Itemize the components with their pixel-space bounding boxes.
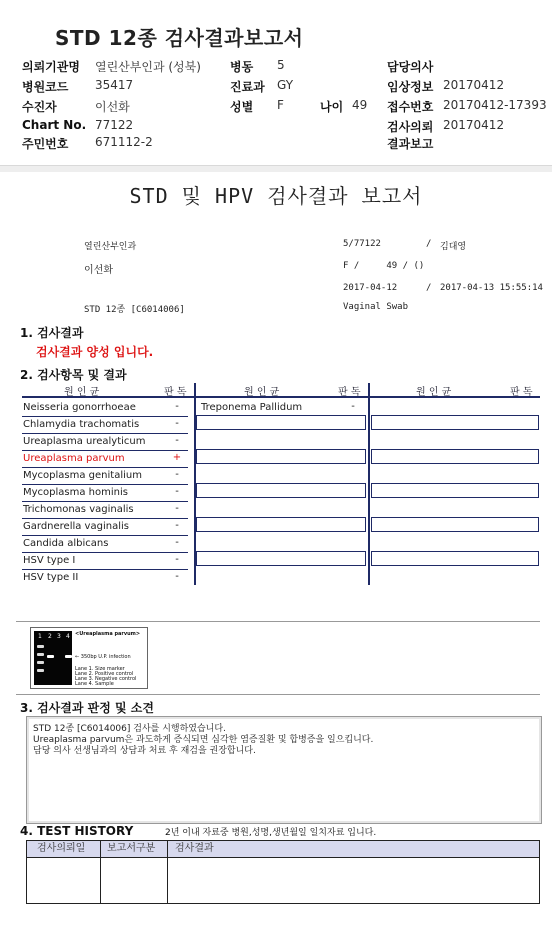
organism-result: - bbox=[175, 469, 179, 480]
organism-result: - bbox=[175, 554, 179, 565]
field-label-report-date: 결과보고 bbox=[387, 137, 434, 151]
row-underline bbox=[22, 416, 188, 417]
gel-title: <Ureaplasma parvum> bbox=[75, 631, 141, 637]
organism-name: Treponema Pallidum bbox=[201, 402, 303, 413]
field-value-institution: 열린산부인과 (성북) bbox=[95, 60, 201, 74]
organism-result: - bbox=[175, 418, 179, 429]
column-divider bbox=[368, 383, 370, 585]
info-test-code: STD 12종 [C6014006] bbox=[84, 305, 185, 315]
field-value-clinical-info: 20170412 bbox=[443, 78, 505, 92]
column-header bbox=[196, 383, 368, 398]
gel-electrophoresis-image bbox=[30, 627, 148, 689]
organism-result: - bbox=[175, 537, 179, 548]
field-label-clinical-info: 임상정보 bbox=[387, 80, 434, 94]
organism-name: HSV type II bbox=[23, 572, 79, 583]
organism-name: Neisseria gonorrhoeae bbox=[23, 402, 136, 413]
header-judge: 판 독 bbox=[510, 387, 533, 398]
history-header-result: 검사결과 bbox=[175, 843, 214, 854]
row-underline bbox=[22, 484, 188, 485]
organism-result: - bbox=[351, 401, 355, 412]
field-value-chart-no: 77122 bbox=[95, 118, 134, 132]
field-label-doctor: 담당의사 bbox=[387, 60, 434, 74]
header-organism: 원 인 균 bbox=[64, 387, 100, 398]
lane-number: 4 bbox=[66, 633, 70, 640]
row-underline bbox=[22, 552, 188, 553]
lane-number: 1 bbox=[38, 633, 42, 640]
field-label-patient: 수진자 bbox=[22, 100, 57, 114]
header-judge: 판 독 bbox=[338, 387, 361, 398]
empty-row-box bbox=[196, 415, 366, 430]
field-value-patient: 이선화 bbox=[95, 100, 130, 114]
organism-result: - bbox=[175, 571, 179, 582]
gel-legend-item: Lane 1. Size marker bbox=[75, 666, 125, 672]
row-underline bbox=[22, 450, 188, 451]
history-header-row bbox=[27, 841, 539, 858]
column-header bbox=[370, 383, 540, 398]
page-title: STD 12종 검사결과보고서 bbox=[55, 26, 304, 50]
info-sex-age: F / 49 / () bbox=[343, 261, 425, 271]
report-header bbox=[0, 0, 552, 166]
organism-table bbox=[22, 383, 540, 585]
field-label-request-date: 검사의뢰 bbox=[387, 120, 434, 134]
field-value-accession: 20170412-17393 bbox=[443, 98, 547, 112]
field-value-age: 49 bbox=[352, 98, 368, 112]
organism-name: Candida albicans bbox=[23, 538, 109, 549]
header-organism: 원 인 균 bbox=[416, 387, 452, 398]
field-value-ward: 5 bbox=[277, 58, 285, 72]
field-value-resident-no: 671112-2 bbox=[95, 135, 153, 149]
gel-legend-item: Lane 2. Positive control bbox=[75, 671, 134, 677]
gel-photo bbox=[34, 631, 72, 685]
field-label-resident-no: 주민번호 bbox=[22, 137, 69, 151]
divider bbox=[0, 166, 552, 172]
header-judge: 판 독 bbox=[164, 387, 187, 398]
organism-result: - bbox=[175, 401, 179, 412]
field-label-ward: 병동 bbox=[230, 60, 254, 74]
column-divider bbox=[100, 841, 101, 903]
sample-band bbox=[65, 655, 72, 658]
marker-band bbox=[37, 653, 44, 656]
organism-name: Chlamydia trachomatis bbox=[23, 419, 140, 430]
marker-band bbox=[37, 669, 44, 672]
history-table bbox=[26, 840, 540, 904]
empty-row-box bbox=[371, 449, 539, 464]
empty-row-box bbox=[196, 517, 366, 532]
opinion-line: Ureaplasma parvum은 과도하게 증식되면 심각한 염증질환 및 합병증을 일으킵니다. bbox=[33, 735, 374, 745]
info-specimen: Vaginal Swab bbox=[343, 302, 409, 312]
section-title-result: 1. 검사결과 bbox=[20, 326, 84, 340]
history-header-type: 보고서구분 bbox=[107, 843, 156, 854]
empty-row-box bbox=[371, 551, 539, 566]
organism-result: - bbox=[175, 486, 179, 497]
info-doctor: 김대영 bbox=[440, 242, 467, 252]
organism-result: - bbox=[175, 520, 179, 531]
gel-image-section bbox=[16, 621, 540, 695]
history-header-date: 검사의뢰일 bbox=[37, 843, 86, 854]
row-underline bbox=[22, 518, 188, 519]
info-patient: 이선화 bbox=[84, 265, 113, 276]
empty-row-box bbox=[371, 517, 539, 532]
organism-name: HSV type I bbox=[23, 555, 76, 566]
opinion-line: STD 12종 [C6014006] 검사를 시행하였습니다. bbox=[33, 724, 226, 734]
section-title-opinion: 3. 검사결과 판정 및 소견 bbox=[20, 701, 154, 715]
field-value-department: GY bbox=[277, 78, 294, 92]
marker-band bbox=[37, 645, 44, 648]
lane-number: 3 bbox=[57, 633, 61, 640]
lane-number: 2 bbox=[48, 633, 52, 640]
organism-result: - bbox=[175, 435, 179, 446]
info-clinic: 열린산부인과 bbox=[84, 242, 137, 252]
column-header bbox=[22, 383, 194, 398]
gel-legend-item: Lane 4. Sample bbox=[75, 681, 114, 687]
field-label-chart-no: Chart No. bbox=[22, 118, 87, 132]
marker-band bbox=[37, 661, 44, 664]
empty-row-box bbox=[371, 483, 539, 498]
organism-name-positive: Ureaplasma parvum bbox=[23, 453, 125, 464]
empty-row-box bbox=[196, 483, 366, 498]
info-slash: / bbox=[426, 283, 432, 293]
band-label: ← 350bp U.P. infection bbox=[75, 654, 131, 660]
field-label-sex: 성별 bbox=[230, 100, 254, 114]
info-date-received: 2017-04-12 bbox=[343, 283, 398, 293]
section-title-history: 4. TEST HISTORY bbox=[20, 824, 134, 838]
field-value-request-date: 20170412 bbox=[443, 118, 505, 132]
info-date-reported: 2017-04-13 15:55:14 bbox=[440, 283, 543, 293]
positive-control-band bbox=[47, 655, 54, 658]
field-value-sex: F bbox=[277, 98, 284, 112]
info-slash: / bbox=[426, 239, 432, 249]
empty-row-box bbox=[196, 551, 366, 566]
field-label-accession: 접수번호 bbox=[387, 100, 434, 114]
section-title-items: 2. 검사항목 및 결과 bbox=[20, 368, 127, 382]
organism-result-positive: + bbox=[172, 452, 182, 463]
opinion-line: 담당 의사 선생님과의 상담과 처료 후 재검을 권장합니다. bbox=[33, 746, 256, 756]
organism-name: Mycoplasma genitalium bbox=[23, 470, 142, 481]
field-label-hospital-code: 병원코드 bbox=[22, 80, 69, 94]
opinion-box bbox=[26, 716, 542, 824]
empty-row-box bbox=[196, 449, 366, 464]
field-label-department: 진료과 bbox=[230, 80, 265, 94]
organism-name: Mycoplasma hominis bbox=[23, 487, 128, 498]
organism-result: - bbox=[175, 503, 179, 514]
empty-row-box bbox=[371, 415, 539, 430]
band-label-text: 350bp U.P. infection bbox=[80, 654, 131, 660]
organism-name: Trichomonas vaginalis bbox=[23, 504, 134, 515]
history-note: 2년 이내 자료중 병원,성명,생년월일 일치자료 입니다. bbox=[165, 828, 377, 838]
field-label-age: 나이 bbox=[320, 100, 344, 114]
field-label-institution: 의뢰기관명 bbox=[22, 60, 80, 74]
organism-name: Gardnerella vaginalis bbox=[23, 521, 129, 532]
info-chart-doctor: 5/77122 bbox=[343, 239, 381, 249]
column-divider bbox=[167, 841, 168, 903]
positive-result-text: 검사결과 양성 입니다. bbox=[36, 345, 154, 359]
gel-legend-item: Lane 3. Negative control bbox=[75, 676, 137, 682]
report-title: STD 및 HPV 검사결과 보고서 bbox=[129, 184, 423, 208]
header-organism: 원 인 균 bbox=[244, 387, 280, 398]
field-value-hospital-code: 35417 bbox=[95, 78, 134, 92]
organism-name: Ureaplasma urealyticum bbox=[23, 436, 146, 447]
